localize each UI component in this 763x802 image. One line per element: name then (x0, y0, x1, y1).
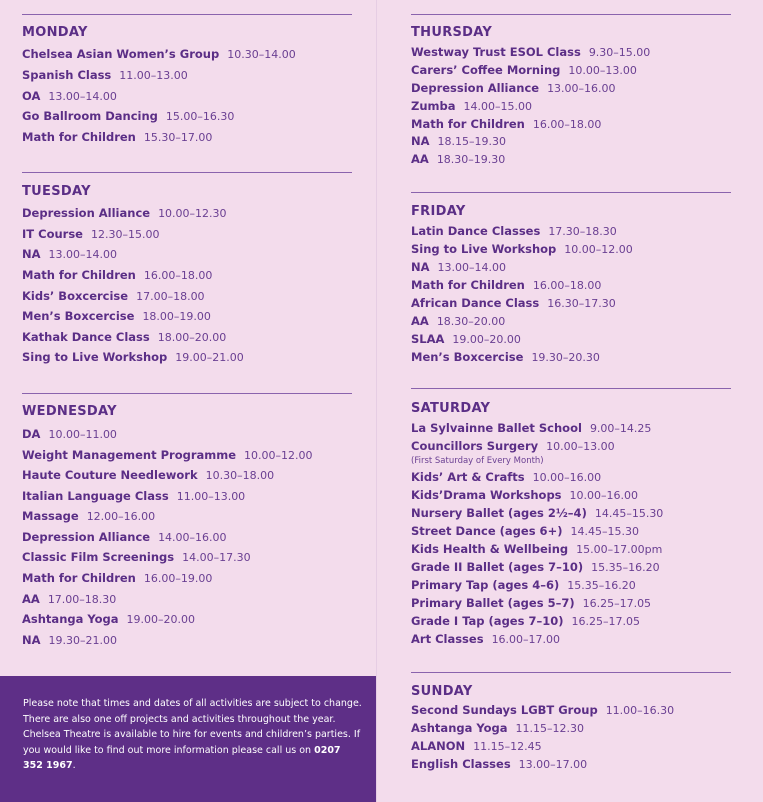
schedule-item: AA 17.00–18.30 (22, 592, 117, 606)
schedule-item: Street Dance (ages 6+) 14.45–15.30 (411, 524, 639, 538)
schedule-item: African Dance Class 16.30–17.30 (411, 296, 616, 310)
schedule-item: Sing to Live Workshop 10.00–12.00 (411, 242, 633, 256)
fold-line (376, 0, 377, 802)
schedule-item: Haute Couture Needlework 10.30–18.00 (22, 468, 275, 482)
schedule-item: Weight Management Programme 10.00–12.00 (22, 448, 313, 462)
divider (411, 672, 731, 673)
schedule-item: Nursery Ballet (ages 2½–4) 14.45–15.30 (411, 506, 664, 520)
schedule-item: Grade I Tap (ages 7–10) 16.25–17.05 (411, 614, 640, 628)
schedule-item: Kids’ Boxcercise 17.00–18.00 (22, 289, 205, 303)
schedule-item: Chelsea Asian Women’s Group 10.30–14.00 (22, 47, 296, 61)
notice-box (0, 676, 376, 802)
schedule-item: Kids’ Art & Crafts 10.00–16.00 (411, 470, 602, 484)
left-column (22, 0, 352, 676)
schedule-item: DA 10.00–11.00 (22, 427, 117, 441)
divider (411, 192, 731, 193)
schedule-item: Councillors Surgery 10.00–13.00 (411, 439, 615, 453)
schedule-item: Go Ballroom Dancing 15.00–16.30 (22, 109, 235, 123)
day-heading: WEDNESDAY (22, 404, 117, 419)
schedule-item: Math for Children 16.00–19.00 (22, 571, 213, 585)
schedule-item: NA 13.00–14.00 (22, 247, 118, 261)
day-heading: SUNDAY (411, 684, 473, 699)
day-heading: THURSDAY (411, 25, 493, 40)
schedule-item: Depression Alliance 13.00–16.00 (411, 81, 616, 95)
schedule-item: Zumba 14.00–15.00 (411, 99, 532, 113)
day-heading: MONDAY (22, 25, 88, 40)
divider (411, 388, 731, 389)
divider (22, 172, 352, 173)
schedule-item: Men’s Boxcercise 19.30–20.30 (411, 350, 600, 364)
schedule-item: IT Course 12.30–15.00 (22, 227, 160, 241)
schedule-item: Grade II Ballet (ages 7–10) 15.35–16.20 (411, 560, 660, 574)
schedule-item: Primary Tap (ages 4–6) 15.35–16.20 (411, 578, 636, 592)
schedule-item: Massage 12.00–16.00 (22, 509, 156, 523)
schedule-item: Primary Ballet (ages 5–7) 16.25–17.05 (411, 596, 652, 610)
schedule-item: Ashtanga Yoga 19.00–20.00 (22, 612, 196, 626)
schedule-item: AA 18.30–20.00 (411, 314, 506, 328)
schedule-item: OA 13.00–14.00 (22, 89, 117, 103)
schedule-item: English Classes 13.00–17.00 (411, 757, 588, 771)
schedule-item: Carers’ Coffee Morning 10.00–13.00 (411, 63, 637, 77)
notice-end: . (72, 760, 76, 771)
schedule-item: Ashtanga Yoga 11.15–12.30 (411, 721, 585, 735)
day-heading: TUESDAY (22, 184, 91, 199)
schedule-item: Depression Alliance 10.00–12.30 (22, 206, 227, 220)
schedule-item: Spanish Class 11.00–13.00 (22, 68, 188, 82)
schedule-item: Men’s Boxcercise 18.00–19.00 (22, 309, 211, 323)
schedule-item: Sing to Live Workshop 19.00–21.00 (22, 350, 244, 364)
divider (411, 14, 731, 15)
schedule-item: Kids’Drama Workshops 10.00–16.00 (411, 488, 639, 502)
schedule-item: Italian Language Class 11.00–13.00 (22, 489, 246, 503)
right-column (411, 0, 731, 802)
day-heading: FRIDAY (411, 204, 466, 219)
schedule-item: NA 19.30–21.00 (22, 633, 118, 647)
schedule-item: Math for Children 16.00–18.00 (22, 268, 213, 282)
schedule-item: Art Classes 16.00–17.00 (411, 632, 561, 646)
day-heading: SATURDAY (411, 401, 491, 416)
schedule-note: (First Saturday of Every Month) (411, 456, 544, 466)
schedule-item: Westway Trust ESOL Class 9.30–15.00 (411, 45, 651, 59)
schedule-item: NA 13.00–14.00 (411, 260, 507, 274)
schedule-item: SLAA 19.00–20.00 (411, 332, 521, 346)
schedule-item: Latin Dance Classes 17.30–18.30 (411, 224, 617, 238)
schedule-item: Math for Children 16.00–18.00 (411, 278, 602, 292)
schedule-item: Math for Children 16.00–18.00 (411, 117, 602, 131)
schedule-item: Kids Health & Wellbeing 15.00–17.00pm (411, 542, 663, 556)
schedule-item: Depression Alliance 14.00–16.00 (22, 530, 227, 544)
schedule-item: Math for Children 15.30–17.00 (22, 130, 213, 144)
divider (22, 393, 352, 394)
notice-text: Please note that times and dates of all activities are subject to change. There are also one off projects and activities throughout the year. Chelsea Theatre is available to hire for events and children’s parties. If you would like to find out more information please call us on (23, 698, 362, 756)
schedule-item: AA 18.30–19.30 (411, 152, 506, 166)
schedule-item: NA 18.15–19.30 (411, 134, 507, 148)
schedule-item: ALANON 11.15–12.45 (411, 739, 542, 753)
schedule-item: La Sylvainne Ballet School 9.00–14.25 (411, 421, 652, 435)
schedule-item: Kathak Dance Class 18.00–20.00 (22, 330, 227, 344)
phone-number: 0207 352 1967 (23, 744, 341, 771)
schedule-item: Second Sundays LGBT Group 11.00–16.30 (411, 703, 675, 717)
schedule-item: Classic Film Screenings 14.00–17.30 (22, 550, 251, 564)
divider (22, 14, 352, 15)
